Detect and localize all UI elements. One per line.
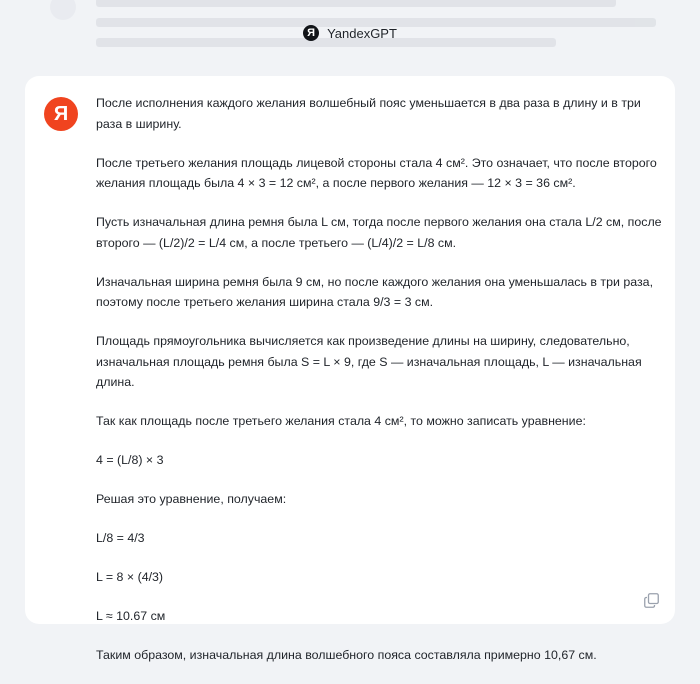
message-paragraph: 4 = (L/8) × 3 — [96, 453, 164, 467]
assistant-message-text — [96, 93, 664, 684]
yandex-logo-icon: Я — [303, 25, 319, 41]
brand-name: YandexGPT — [327, 25, 397, 41]
copy-icon — [644, 593, 659, 608]
message-paragraph: Изначальная ширина ремня была 9 см, но после каждого желания она уменьшалась в три раза, поэтому после третьего желания ширина стала 9/3 = 3 см. — [96, 274, 654, 309]
message-paragraph: После третьего желания площадь лицевой стороны стала 4 см². Это означает, что после второго желания площадь была 4 × 3 = 12 см², а после первого желания — 12 × 3 = 36 см². — [96, 155, 657, 190]
message-paragraph: L/8 = 4/3 — [96, 531, 145, 545]
previous-message-line — [96, 0, 616, 7]
yandex-avatar-icon: Я — [44, 97, 78, 131]
copy-button[interactable] — [641, 590, 661, 610]
message-paragraph: Площадь прямоугольника вычисляется как произведение длины на ширину, следовательно, изначальная площадь ремня была S = L × 9, где S — изначальная площадь, L — изначальная длина. — [96, 334, 642, 389]
message-paragraph: Решая это уравнение, получаем: — [96, 492, 287, 506]
message-paragraph: Пусть изначальная длина ремня была L см, тогда после первого желания она стала L/2 см, после второго — (L/2)/2 = L/4 см, а после третьего — (L/4)/2 = L/8 см. — [96, 215, 662, 250]
previous-message-avatar — [50, 0, 76, 20]
message-paragraph: L = 8 × (4/3) — [96, 570, 164, 584]
brand-header — [0, 22, 700, 44]
message-paragraph: После исполнения каждого желания волшебный пояс уменьшается в два раза в длину и в три раза в ширину. — [96, 96, 641, 131]
assistant-message-card — [25, 76, 675, 662]
message-paragraph: Так как площадь после третьего желания стала 4 см², то можно записать уравнение: — [96, 414, 586, 428]
message-paragraph: L ≈ 10.67 см — [96, 609, 166, 623]
message-paragraph: Таким образом, изначальная длина волшебного пояса составляла примерно 10,67 см. — [96, 648, 597, 662]
